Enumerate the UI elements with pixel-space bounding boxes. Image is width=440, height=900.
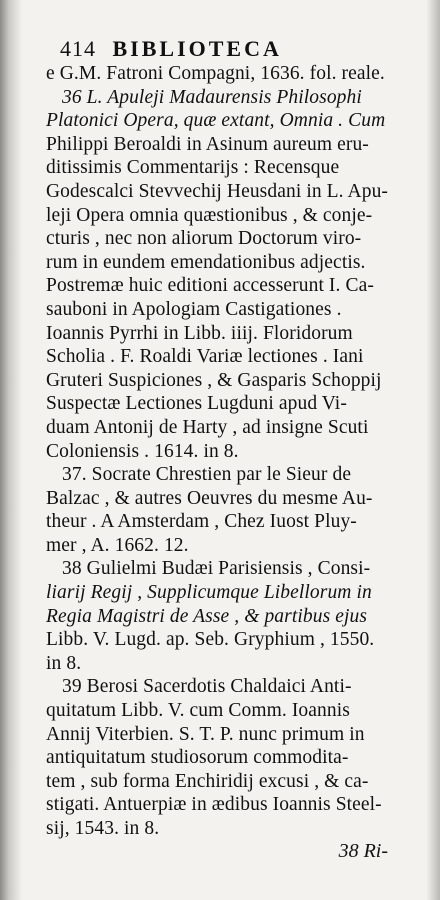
text-line: Godescalci Stevvechij Heusdani in L. Apu- (46, 180, 389, 202)
entry-39-line: 39 Berosi Sacerdotis Chaldaici Anti- (62, 676, 352, 698)
text-line: liarij Regij , Supplicumque Libellorum in (46, 582, 372, 604)
text-line: in 8. (46, 652, 82, 674)
text-line: tem , sub forma Enchiridij excusi , & ca- (46, 770, 369, 792)
text-line: stigati. Antuerpiæ in ædibus Ioannis Steel- (46, 794, 382, 816)
entry-38-line: 38 Gulielmi Budæi Parisiensis , Consi- (62, 558, 371, 580)
text-line: sauboni in Apologiam Castigationes . (46, 298, 342, 320)
text-line: Balzac , & autres Oeuvres du mesme Au- (46, 487, 373, 509)
entry-36-line: 36 L. Apuleji Madaurensis Philosophi (62, 86, 362, 108)
text-line: ditissimis Commentarijs : Recensque (46, 157, 340, 179)
text-line: leji Opera omnia quæstionibus , & conje- (46, 204, 373, 226)
text-line: quitatum Libb. V. cum Comm. Ioannis (46, 700, 350, 722)
text-line: Annij Viterbien. S. T. P. nunc primum in (46, 723, 365, 745)
text-line: sij, 1543. in 8. (46, 818, 160, 839)
page-number: 414 (60, 36, 96, 61)
text-line: theur . A Amsterdam , Chez Iuost Pluy- (46, 511, 357, 533)
catchword: 38 Ri- (338, 840, 388, 862)
text-line: Ioannis Pyrrhi in Libb. iiij. Floridorum (46, 322, 353, 344)
text-line: duam Antonij de Harty , ad insigne Scuti (46, 416, 369, 438)
running-title: BIBLIOTECA (112, 36, 282, 61)
text-line: Platonici Opera, quæ extant, Omnia . Cum (46, 110, 386, 132)
text-line: Coloniensis . 1614. in 8. (46, 440, 239, 462)
text-line: cturis , nec non aliorum Doctorum viro- (46, 228, 362, 250)
text-line: Postremæ huic editioni accesserunt I. Ca- (46, 275, 374, 297)
text-line: antiquitatum studiosorum commodita- (46, 747, 349, 769)
text-line: Libb. V. Lugd. ap. Seb. Gryphium , 1550. (46, 629, 375, 651)
edge-shadow (426, 0, 440, 900)
text-line: Scholia . F. Roaldi Variæ lectiones . Iani (46, 346, 364, 368)
text-line: e G.M. Fatroni Compagni, 1636. fol. reale. (46, 63, 385, 84)
text-line: Regia Magistri de Asse , & partibus ejus (46, 605, 368, 627)
page-text (46, 36, 422, 841)
text-line: mer , A. 1662. 12. (46, 534, 189, 556)
text-line: rum in eundem emendationibus adjectis. (46, 251, 366, 273)
entry-37-line: 37. Socrate Chrestien par le Sieur de (62, 464, 352, 486)
text-line: Suspectæ Lectiones Lugduni apud Vi- (46, 393, 347, 415)
gutter-shadow (0, 0, 22, 900)
text-line: Gruteri Suspiciones , & Gasparis Schoppij (46, 369, 382, 391)
running-header (60, 36, 422, 62)
text-line: Philippi Beroaldi in Asinum aureum eru- (46, 133, 369, 155)
